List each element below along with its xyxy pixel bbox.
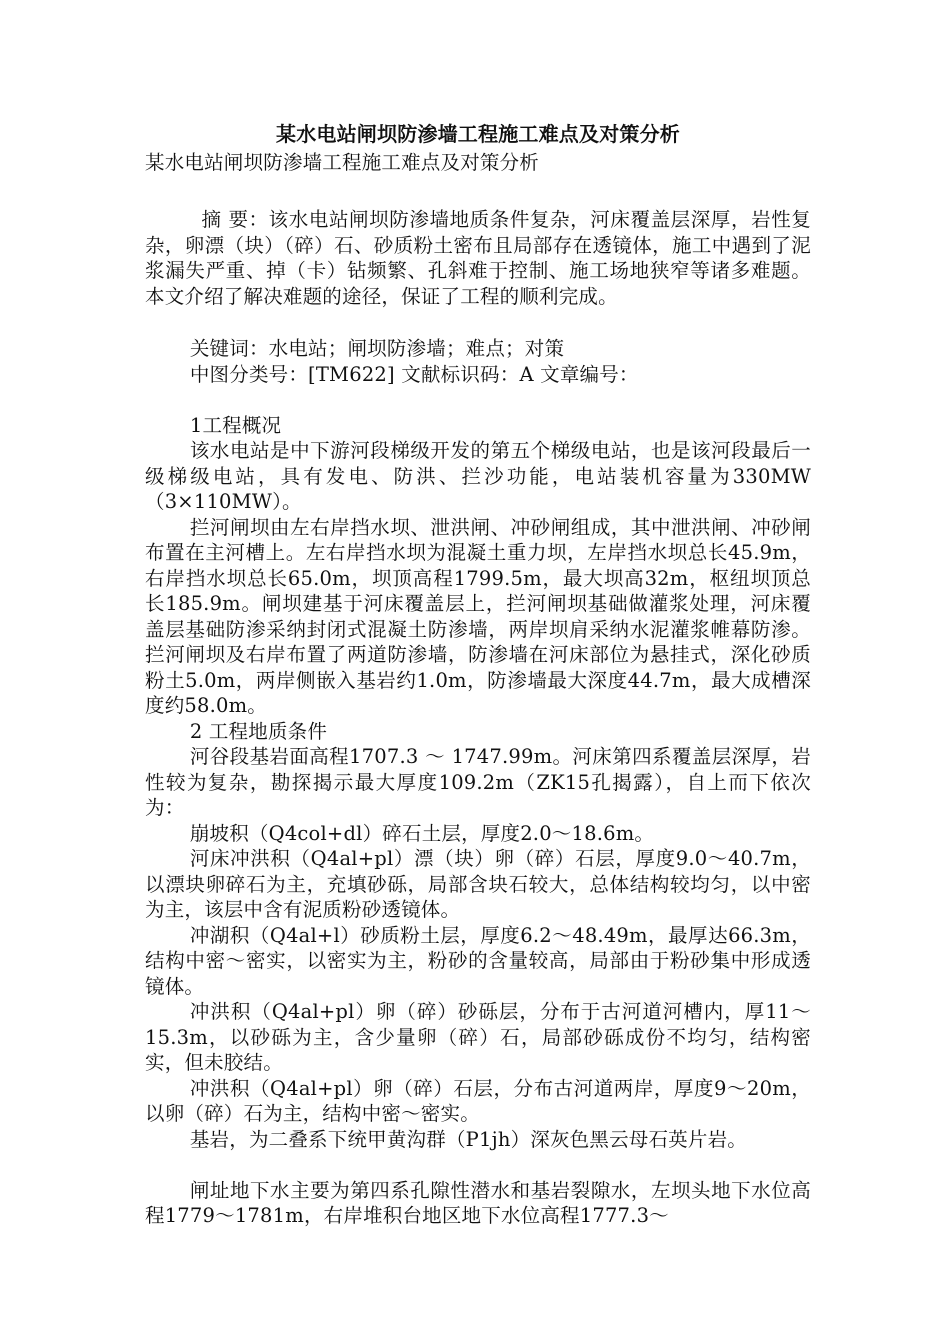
paragraph: 该水电站是中下游河段梯级开发的第五个梯级电站，也是该河段最后一级梯级电站，具有发电、防洪、拦沙功能，电站装机容量为330MW（3×110MW）。 [145, 439, 811, 513]
abstract-paragraph: 摘 要：该水电站闸坝防渗墙地质条件复杂，河床覆盖层深厚，岩性复杂，卵漂（块）（碎）石、砂质粉土密布且局部存在透镜体，施工中遇到了泥浆漏失严重、掉（卡）钻频繁、孔斜难于控制、施工场地狭窄等诸多难题。本文介绍了解决难题的途径，保证了工程的顺利完成。 [145, 208, 811, 308]
blank-line [145, 309, 811, 336]
paragraph: 拦河闸坝由左右岸挡水坝、泄洪闸、冲砂闸组成，其中泄洪闸、冲砂闸布置在主河槽上。左右岸挡水坝为混凝土重力坝，左岸挡水坝总长45.9m，右岸挡水坝总长65.0m，坝顶高程1799.5m，最大坝高32m，枢纽坝顶总长185.9m。闸坝建基于河床覆盖层上，拦河闸坝基础做灌浆处理，河床覆盖层基础防渗采纳封闭式混凝土防渗墙，两岸坝肩采纳水泥灌浆帷幕防渗。拦河闸坝及右岸布置了两道防渗墙，防渗墙在河床部位为悬挂式，深化砂质粉土5.0m，两岸侧嵌入基岩约1.0m，防渗墙最大深度44.7m，最大成槽深度约58.0m。 [145, 515, 811, 717]
document-title: 某水电站闸坝防渗墙工程施工难点及对策分析 [276, 122, 680, 146]
section-heading-2: 2 工程地质条件 [189, 719, 328, 743]
paragraph: 冲洪积（Q4al+pl）卵（碎）石层，分布古河道两岸，厚度9～20m，以卵（碎）石为主，结构中密～密实。 [145, 1076, 811, 1125]
blank-line [145, 176, 811, 202]
document-body [145, 118, 811, 1229]
keywords-line: 关键词：水电站；闸坝防渗墙；难点；对策 [189, 337, 565, 360]
blank-line [145, 1152, 811, 1178]
document-subtitle: 某水电站闸坝防渗墙工程施工难点及对策分析 [145, 151, 540, 174]
paragraph: 崩坡积（Q4col+dl）碎石土层，厚度2.0～18.6m。 [189, 821, 655, 845]
paragraph: 闸址地下水主要为第四系孔隙性潜水和基岩裂隙水，左坝头地下水位高程1779～1781m，右岸堆积台地区地下水位高程1777.3～ [145, 1178, 811, 1227]
paragraph: 河床冲洪积（Q4al+pl）漂（块）卵（碎）石层，厚度9.0～40.7m，以漂块卵碎石为主，充填砂砾，局部含块石较大，总体结构较均匀，以中密为主，该层中含有泥质粉砂透镜体。 [145, 847, 811, 921]
section-heading-1: 1工程概况 [189, 413, 282, 437]
blank-line [145, 387, 811, 413]
paragraph: 冲湖积（Q4al+l）砂质粉土层，厚度6.2～48.49m，最厚达66.3m，结构中密～密实，以密实为主，粉砂的含量较高，局部由于粉砂集中形成透镜体。 [145, 923, 811, 998]
classification-line: 中图分类号：[TM622] 文献标识码：A 文章编号： [189, 362, 639, 386]
paragraph: 基岩，为二叠系下统甲黄沟群（P1jh）深灰色黑云母石英片岩。 [189, 1127, 747, 1151]
paragraph: 河谷段基岩面高程1707.3 ～ 1747.99m。河床第四系覆盖层深厚，岩性较为复杂，勘探揭示最大厚度109.2m（ZK15孔揭露），自上而下依次为： [145, 745, 811, 819]
paragraph: 冲洪积（Q4al+pl）卵（碎）砂砾层，分布于古河道河槽内，厚11～15.3m，以砂砾为主，含少量卵（碎）石，局部砂砾成份不均匀，结构密实，但未胶结。 [145, 1000, 811, 1074]
